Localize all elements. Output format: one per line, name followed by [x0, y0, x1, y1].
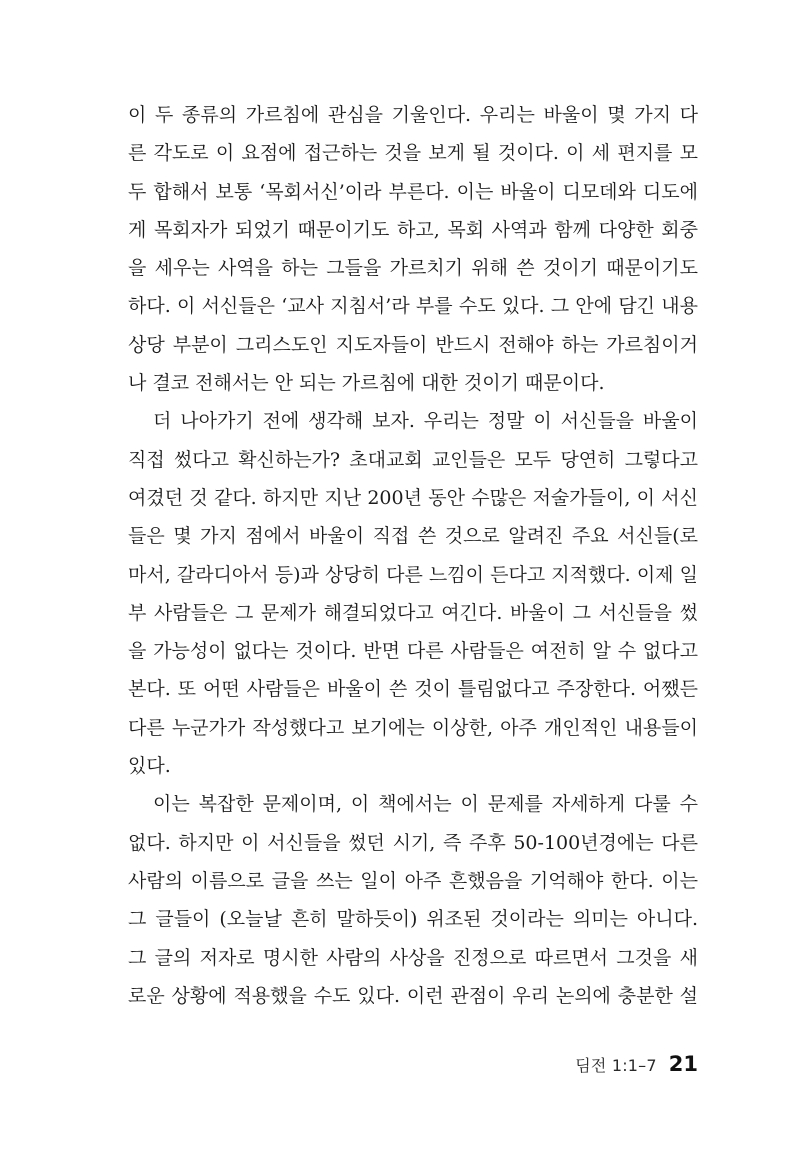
paragraph: [128, 402, 698, 785]
text-line: 마서, 갈라디아서 등)과 상당히 다른 느낌이 든다고 지적했다. 이제 일: [128, 563, 698, 586]
text-line: 부 사람들은 그 문제가 해결되었다고 여긴다. 바울이 그 서신들을 썼: [128, 601, 698, 624]
text-line: 상당 부분이 그리스도인 지도자들이 반드시 전해야 하는 가르침이거: [128, 333, 698, 356]
text-line: 여겼던 것 같다. 하지만 지난 200년 동안 수많은 저술가들이, 이 서신: [128, 486, 698, 509]
text-line: 게 목회자가 되었기 때문이기도 하고, 목회 사역과 함께 다양한 회중: [128, 218, 698, 241]
text-line: 없다. 하지만 이 서신들을 썼던 시기, 즉 주후 50-100년경에는 다른: [128, 831, 698, 854]
paragraph: [128, 785, 698, 1015]
text-line: 더 나아가기 전에 생각해 보자. 우리는 정말 이 서신들을 바울이: [153, 410, 698, 433]
text-line: 사람의 이름으로 글을 쓰는 일이 아주 흔했음을 기억해야 한다. 이는: [128, 869, 698, 892]
text-line: 을 세우는 사역을 하는 그들을 가르치기 위해 쓴 것이기 때문이기도: [128, 257, 698, 280]
page-footer: [575, 1052, 698, 1076]
text-line: 그 글들이 (오늘날 흔히 말하듯이) 위조된 것이라는 의미는 아니다.: [128, 908, 698, 931]
text-line: 이 두 종류의 가르침에 관심을 기울인다. 우리는 바울이 몇 가지 다: [128, 104, 698, 126]
paragraph: [128, 96, 698, 402]
text-line: 나 결코 전해서는 안 되는 가르침에 대한 것이기 때문이다.: [128, 372, 605, 395]
text-line: 다른 누군가가 작성했다고 보기에는 이상한, 아주 개인적인 내용들이: [128, 716, 698, 739]
text-line: 하다. 이 서신들은 ‘교사 지침서’라 부를 수도 있다. 그 안에 담긴 내용: [128, 295, 698, 318]
text-line: 른 각도로 이 요점에 접근하는 것을 보게 될 것이다. 이 세 편지를 모: [128, 142, 698, 165]
text-line: 본다. 또 어떤 사람들은 바울이 쓴 것이 틀림없다고 주장한다. 어쨌든: [128, 678, 698, 701]
text-line: 로운 상황에 적용했을 수도 있다. 이런 관점이 우리 논의에 충분한 설: [128, 984, 698, 1007]
page-number: 21: [668, 1052, 698, 1076]
text-line: 들은 몇 가지 점에서 바울이 직접 쓴 것으로 알려진 주요 서신들(로: [128, 525, 698, 548]
text-line: 그 글의 저자로 명시한 사람의 사상을 진정으로 따르면서 그것을 새: [128, 946, 698, 969]
text-line: 있다.: [128, 755, 171, 778]
body-text: [128, 96, 698, 1015]
text-line: 이는 복잡한 문제이며, 이 책에서는 이 문제를 자세하게 다룰 수: [153, 793, 698, 816]
text-line: 두 합해서 보통 ‘목회서신’이라 부른다. 이는 바울이 디모데와 디도에: [128, 180, 698, 203]
running-footer-reference: 딤전 1:1–7: [575, 1056, 657, 1075]
text-line: 직접 썼다고 확신하는가? 초대교회 교인들은 모두 당연히 그렇다고: [128, 448, 698, 471]
text-line: 을 가능성이 없다는 것이다. 반면 다른 사람들은 여전히 알 수 없다고: [128, 640, 698, 663]
